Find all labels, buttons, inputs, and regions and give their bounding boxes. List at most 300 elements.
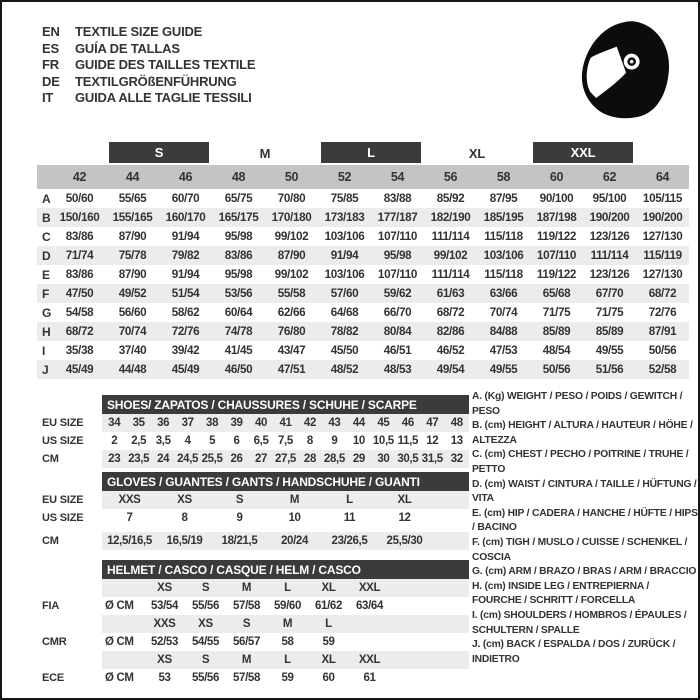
- helmet-size-grid: [102, 579, 469, 597]
- measurement-cell: 91/94: [171, 268, 200, 281]
- legend-item-b: B. (cm) HEIGHT / ALTURA / HAUTEUR / HÖHE / ALTEZZA: [472, 420, 693, 446]
- helmet-value-grid: [102, 669, 469, 687]
- measurement-cell: 85/89: [542, 325, 571, 338]
- measurement-row-g: [37, 303, 689, 322]
- helmet-size-grid: [102, 615, 469, 633]
- value-cell: M: [289, 494, 300, 506]
- value-cell: 34: [108, 417, 121, 429]
- measurement-row-f: [37, 284, 689, 303]
- size-group-xxl: XXL: [533, 142, 633, 163]
- diameter-cm-label: Ø CM: [105, 636, 134, 648]
- value-cell: 16,5/19: [166, 535, 203, 547]
- helmet-value-cell: 60: [322, 672, 335, 684]
- measurement-cell: 107/110: [536, 249, 577, 262]
- measurement-row-c: [37, 227, 689, 246]
- measurement-cell: 85/92: [436, 192, 465, 205]
- helmet-size-grid: [102, 651, 469, 669]
- size-cell: 44: [125, 170, 140, 184]
- helmet-size-table: [37, 560, 469, 687]
- legend-item-j: J. (cm) BACK / ESPALDA / DOS / ZURÜCK / INDIETRO: [472, 639, 676, 665]
- value-cell: 26: [230, 453, 243, 465]
- measurement-legend: [472, 390, 700, 667]
- measurement-cell: 103/106: [483, 249, 524, 262]
- measurement-cell: 187/198: [536, 211, 577, 224]
- gloves-block-grid: [102, 491, 469, 509]
- legend-item-c: C. (cm) CHEST / PECHO / POITRINE / TRUHE / PETTO: [472, 449, 689, 475]
- measurement-cell: 119/122: [536, 230, 577, 243]
- helmet-size-row-cmr: [37, 615, 469, 633]
- measurement-cell: 107/110: [377, 268, 418, 281]
- main-size-table: [37, 142, 689, 379]
- shoes-table-title: SHOES/ ZAPATOS / CHAUSSURES / SCHUHE / SCARPE: [102, 395, 469, 414]
- measurement-row-j: [37, 360, 689, 379]
- row-label-cm: CM: [42, 535, 59, 547]
- measurement-cell: 57/60: [330, 287, 359, 300]
- measurement-cell: 87/90: [118, 230, 147, 243]
- helmet-value-cell: 57/58: [232, 672, 261, 684]
- measurement-cell: 65/68: [542, 287, 571, 300]
- helmet-size-cell: XXL: [358, 654, 381, 666]
- measurement-cell: 185/195: [483, 211, 524, 224]
- measurement-cell: 70/74: [489, 306, 518, 319]
- value-cell: 8: [181, 512, 188, 524]
- shoes-block-grid: [102, 450, 469, 468]
- standard-label-fia: FIA: [42, 600, 60, 612]
- measurement-cell: 160/170: [165, 211, 206, 224]
- helmet-value-cell: 61: [363, 672, 376, 684]
- row-label-empty: [37, 651, 102, 669]
- language-code: IT: [42, 90, 54, 105]
- measurement-cell: 182/190: [430, 211, 471, 224]
- measurement-cell: 99/102: [274, 230, 309, 243]
- helmet-size-cell: XL: [321, 582, 336, 594]
- measurement-cell: 70/80: [277, 192, 306, 205]
- measurement-cell: 170/180: [271, 211, 312, 224]
- measurement-cell: 45/49: [171, 363, 200, 376]
- value-cell: 32: [450, 453, 463, 465]
- measurement-cell: 87/91: [648, 325, 677, 338]
- language-row: [42, 57, 255, 74]
- value-cell: 41: [279, 417, 292, 429]
- gloves-size-table: [37, 472, 469, 550]
- value-cell: 6,5: [253, 435, 269, 447]
- measurement-cell: 85/89: [595, 325, 624, 338]
- measurement-cell: 71/75: [595, 306, 624, 319]
- measurement-cell: 87/95: [489, 192, 518, 205]
- measurement-cell: 115/118: [484, 230, 523, 243]
- measurement-cell: 47/51: [277, 363, 306, 376]
- value-cell: XL: [397, 494, 412, 506]
- language-title: TEXTILGRÖßENFÜHRUNG: [75, 73, 237, 89]
- measurement-cell: 45/49: [65, 363, 94, 376]
- measurement-cell: 95/98: [224, 268, 253, 281]
- measurement-row-label: A: [42, 191, 51, 206]
- language-title: GUIDE DES TAILLES TEXTILE: [75, 57, 256, 72]
- measurement-cell: 71/75: [542, 306, 571, 319]
- measurement-cell: 65/75: [224, 192, 253, 205]
- helmet-value-cell: 59: [322, 636, 335, 648]
- measurement-cell: 75/85: [330, 192, 359, 205]
- helmet-size-cell: M: [241, 582, 252, 594]
- measurement-row-label: B: [42, 210, 51, 225]
- language-row: [42, 90, 255, 107]
- measurement-cell: 87/90: [277, 249, 306, 262]
- value-cell: 37: [181, 417, 194, 429]
- helmet-size-cell: XL: [321, 654, 336, 666]
- measurement-cell: 53/56: [224, 287, 253, 300]
- measurement-cell: 49/55: [489, 363, 518, 376]
- measurement-cell: 46/52: [436, 344, 465, 357]
- measurement-cell: 80/84: [383, 325, 412, 338]
- measurement-cell: 107/110: [377, 230, 418, 243]
- value-cell: 12,5/16,5: [107, 535, 152, 547]
- measurement-cell: 62/66: [277, 306, 306, 319]
- measurement-cell: 95/100: [592, 192, 627, 205]
- shoes-block-row: [37, 432, 469, 450]
- legend-item-e: E. (cm) HIP / CADERA / HANCHE / HÜFTE / HIPS / BACINO: [472, 507, 698, 534]
- value-cell: 30: [377, 453, 390, 465]
- value-cell: S: [235, 494, 244, 506]
- value-cell: 43: [328, 417, 341, 429]
- measurement-cell: 37/40: [118, 344, 147, 357]
- measurement-cell: 41/45: [224, 344, 253, 357]
- measurement-cell: 63/66: [489, 287, 518, 300]
- value-cell: 45: [377, 417, 390, 429]
- measurement-cell: 155/165: [112, 211, 153, 224]
- helmet-value-cell: 56/57: [232, 636, 261, 648]
- measurement-cell: 72/76: [171, 325, 200, 338]
- row-label-eu-size: EU SIZE: [42, 494, 84, 506]
- size-group-row: [37, 142, 689, 165]
- measurement-cell: 50/60: [65, 192, 94, 205]
- value-cell: 10,5: [372, 435, 394, 447]
- measurement-cell: 52/58: [648, 363, 677, 376]
- measurement-cell: 61/63: [436, 287, 465, 300]
- value-cell: 25,5: [201, 453, 223, 465]
- value-cell: 44: [352, 417, 365, 429]
- measurement-cell: 54/58: [65, 306, 94, 319]
- value-cell: 11,5: [397, 435, 418, 447]
- measurement-cell: 123/126: [589, 230, 630, 243]
- helmet-value-cell: 57/58: [232, 600, 261, 612]
- legend-item-g: G. (cm) ARM / BRAZO / BRAS / ARM / BRACCIO: [472, 566, 697, 578]
- row-label-us-size: US SIZE: [42, 512, 84, 524]
- helmet-size-cell: L: [284, 654, 291, 666]
- value-cell: 48: [450, 417, 463, 429]
- language-code: FR: [42, 57, 59, 72]
- measurement-cell: 83/86: [65, 230, 94, 243]
- helmet-value-row-fia: [37, 597, 469, 615]
- measurement-cell: 84/88: [489, 325, 518, 338]
- measurement-cell: 49/55: [595, 344, 624, 357]
- gloves-block-grid: [102, 532, 469, 550]
- measurement-cell: 74/78: [224, 325, 253, 338]
- value-cell: 10: [288, 512, 301, 524]
- measurement-cell: 95/98: [383, 249, 412, 262]
- helmet-size-row-ece: [37, 651, 469, 669]
- measurement-row-label: E: [42, 267, 50, 282]
- language-title: GUIDA ALLE TAGLIE TESSILI: [75, 90, 252, 105]
- measurement-cell: 60/64: [224, 306, 253, 319]
- value-cell: 24: [157, 453, 170, 465]
- row-label-empty: [37, 615, 102, 633]
- measurement-row-h: [37, 322, 689, 341]
- value-cell: 8: [306, 435, 313, 447]
- measurement-cell: 119/122: [536, 268, 577, 281]
- measurement-cell: 44/48: [118, 363, 147, 376]
- value-cell: 13: [450, 435, 463, 447]
- size-cell: 50: [284, 170, 299, 184]
- helmet-value-cell: 55/56: [191, 600, 220, 612]
- value-cell: 42: [303, 417, 316, 429]
- row-label-us-size: US SIZE: [42, 435, 84, 447]
- helmet-size-cell: XXS: [153, 618, 176, 630]
- measurement-cell: 103/106: [324, 268, 365, 281]
- size-cell: 54: [390, 170, 405, 184]
- size-cell: 48: [231, 170, 246, 184]
- measurement-cell: 95/98: [224, 230, 253, 243]
- measurement-cell: 70/74: [118, 325, 147, 338]
- measurement-cell: 91/94: [171, 230, 200, 243]
- measurement-cell: 68/72: [648, 287, 677, 300]
- shoes-block-row: [37, 414, 469, 432]
- row-label-cm: CM: [42, 453, 59, 465]
- language-row: [42, 24, 255, 41]
- measurement-cell: 48/54: [542, 344, 571, 357]
- measurement-cell: 99/102: [433, 249, 468, 262]
- size-cell: 46: [178, 170, 193, 184]
- helmet-value-cell: 59/60: [273, 600, 302, 612]
- measurement-cell: 165/175: [218, 211, 259, 224]
- language-code: ES: [42, 40, 59, 56]
- measurement-cell: 75/78: [118, 249, 147, 262]
- measurement-cell: 115/118: [484, 268, 523, 281]
- measurement-cell: 91/94: [330, 249, 359, 262]
- measurement-cell: 83/86: [224, 249, 253, 262]
- shoes-block-row: [37, 450, 469, 468]
- measurement-cell: 43/47: [277, 344, 306, 357]
- helmet-size-cell: S: [242, 618, 251, 630]
- size-cell: 62: [602, 170, 617, 184]
- size-cell: 58: [496, 170, 511, 184]
- shoes-block-grid: [102, 432, 469, 450]
- value-cell: 3,5: [155, 435, 171, 447]
- helmet-size-row-fia: [37, 579, 469, 597]
- measurement-cell: 127/130: [642, 230, 683, 243]
- measurement-cell: 59/62: [383, 287, 412, 300]
- helmet-size-cell: M: [241, 654, 252, 666]
- measurement-cell: 103/106: [324, 230, 365, 243]
- value-cell: 39: [230, 417, 243, 429]
- measurement-cell: 51/54: [171, 287, 200, 300]
- measurement-cell: 50/56: [648, 344, 677, 357]
- measurement-cell: 56/60: [118, 306, 147, 319]
- value-cell: 2,5: [131, 435, 147, 447]
- measurement-cell: 123/126: [589, 268, 630, 281]
- value-cell: 20/24: [280, 535, 309, 547]
- value-cell: L: [346, 494, 353, 506]
- measurement-cell: 60/70: [171, 192, 200, 205]
- measurement-row-label: I: [42, 343, 45, 358]
- helmet-table-title: HELMET / CASCO / CASQUE / HELM / CASCO: [102, 560, 469, 579]
- size-cell: 64: [655, 170, 670, 184]
- measurement-cell: 90/100: [539, 192, 574, 205]
- value-cell: 27,5: [275, 453, 296, 465]
- value-cell: 9: [236, 512, 243, 524]
- measurement-cell: 111/114: [431, 268, 470, 281]
- value-cell: 9: [331, 435, 338, 447]
- legend-item-i: I. (cm) SHOULDERS / HOMBROS / ÉPAULES / SCHULTERN / SPALLE: [472, 609, 687, 636]
- measurement-cell: 87/90: [118, 268, 147, 281]
- language-code: EN: [42, 24, 60, 39]
- helmet-value-cell: 63/64: [355, 600, 384, 612]
- value-cell: 7: [126, 512, 133, 524]
- measurement-cell: 50/56: [542, 363, 571, 376]
- measurement-cell: 115/119: [643, 249, 682, 262]
- value-cell: 18/21,5: [221, 535, 258, 547]
- measurement-cell: 46/50: [224, 363, 253, 376]
- value-cell: 11: [343, 512, 356, 524]
- language-row: [42, 74, 255, 91]
- measurement-cell: 68/72: [436, 306, 465, 319]
- gloves-block-row: [37, 509, 469, 527]
- measurement-cell: 76/80: [277, 325, 306, 338]
- measurement-cell: 177/187: [377, 211, 418, 224]
- value-cell: 4: [184, 435, 191, 447]
- value-cell: 6: [233, 435, 240, 447]
- measurement-row-label: J: [42, 362, 49, 377]
- helmet-value-cell: 55/56: [191, 672, 220, 684]
- measurement-cell: 72/76: [648, 306, 677, 319]
- row-label-eu-size: EU SIZE: [42, 417, 84, 429]
- value-cell: 30,5: [397, 453, 419, 465]
- measurement-cell: 55/65: [118, 192, 147, 205]
- measurement-cell: 68/72: [65, 325, 94, 338]
- measurement-row-label: H: [42, 324, 51, 339]
- measurement-cell: 55/58: [277, 287, 306, 300]
- size-group-s: S: [109, 142, 209, 163]
- gloves-table-title: GLOVES / GUANTES / GANTS / HANDSCHUHE / GUANTI: [102, 472, 469, 491]
- measurement-cell: 64/68: [330, 306, 359, 319]
- value-cell: 40: [254, 417, 268, 429]
- legend-item-f: F. (cm) TIGH / MUSLO / CUISSE / SCHENKEL / COSCIA: [472, 536, 688, 563]
- language-header: [42, 24, 255, 107]
- standard-label-ece: ECE: [42, 672, 65, 684]
- helmet-size-cell: XS: [198, 618, 213, 630]
- helmet-value-cell: 61/62: [314, 600, 343, 612]
- value-cell: 28,5: [323, 453, 345, 465]
- language-code: DE: [42, 73, 60, 89]
- legend-item-h: H. (cm) INSIDE LEG / ENTREPIERNA / FOURCHE / SCHRITT / FORCELLA: [472, 580, 650, 607]
- value-cell: 2: [111, 435, 118, 447]
- measurement-cell: 49/52: [118, 287, 147, 300]
- value-cell: 28: [303, 453, 316, 465]
- measurement-row-d: [37, 246, 689, 265]
- value-cell: 31,5: [421, 453, 443, 465]
- racing-helmet-icon: [568, 14, 686, 126]
- size-group-xl: XL: [468, 146, 486, 161]
- helmet-value-row-ece: [37, 669, 469, 687]
- language-row: [42, 41, 255, 58]
- value-cell: 29: [352, 453, 365, 465]
- measurement-cell: 66/70: [383, 306, 412, 319]
- language-title: TEXTILE SIZE GUIDE: [75, 24, 203, 39]
- measurement-cell: 111/114: [590, 249, 629, 262]
- measurement-cell: 79/82: [171, 249, 200, 262]
- measurement-cell: 46/51: [383, 344, 412, 357]
- gloves-block-row: [37, 532, 469, 550]
- value-cell: 35: [132, 417, 145, 429]
- measurement-cell: 35/38: [65, 344, 94, 357]
- size-cell: 56: [443, 170, 458, 184]
- size-group-m: M: [259, 146, 271, 161]
- value-cell: 10: [352, 435, 365, 447]
- value-cell: 12: [398, 512, 411, 524]
- measurement-cell: 71/74: [65, 249, 94, 262]
- measurement-row-i: [37, 341, 689, 360]
- helmet-value-cell: 58: [281, 636, 294, 648]
- value-cell: 47: [426, 417, 439, 429]
- shoes-block-grid: [102, 414, 469, 432]
- helmet-value-cell: 53: [158, 672, 171, 684]
- measurement-cell: 48/52: [330, 363, 359, 376]
- size-number-row: [37, 165, 689, 189]
- measurement-cell: 105/115: [642, 192, 683, 205]
- helmet-size-cell: M: [282, 618, 293, 630]
- helmet-value-row-cmr: [37, 633, 469, 651]
- measurement-cell: 83/88: [383, 192, 412, 205]
- measurement-cell: 78/82: [330, 325, 359, 338]
- measurement-row-a: [37, 189, 689, 208]
- value-cell: 36: [157, 417, 170, 429]
- gloves-block-row: [37, 491, 469, 509]
- measurement-row-label: F: [42, 286, 49, 301]
- legend-item-d: D. (cm) WAIST / CINTURA / TAILLE / HÜFTUNG / VITA: [472, 478, 697, 505]
- shoes-size-table: [37, 395, 469, 468]
- size-cell: 52: [337, 170, 352, 184]
- measurement-cell: 48/53: [383, 363, 412, 376]
- helmet-value-grid: [102, 597, 469, 615]
- language-title: GUÍA DE TALLAS: [75, 40, 180, 56]
- helmet-value-cell: 59: [281, 672, 294, 684]
- measurement-cell: 83/86: [65, 268, 94, 281]
- helmet-size-cell: XXL: [358, 582, 381, 594]
- size-group-l: L: [321, 142, 421, 163]
- measurement-cell: 127/130: [642, 268, 683, 281]
- value-cell: 25,5/30: [386, 535, 423, 547]
- value-cell: 23,5: [128, 453, 150, 465]
- helmet-size-cell: S: [201, 654, 210, 666]
- measurement-row-label: G: [42, 305, 51, 320]
- size-cell: 60: [549, 170, 564, 184]
- value-cell: 46: [401, 417, 414, 429]
- measurement-cell: 47/53: [489, 344, 518, 357]
- measurement-row-label: D: [42, 248, 51, 263]
- legend-item-a: A. (Kg) WEIGHT / PESO / POIDS / GEWITCH / PESO: [472, 391, 683, 417]
- helmet-size-cell: L: [325, 618, 332, 630]
- value-cell: 23: [108, 453, 121, 465]
- measurement-cell: 67/70: [595, 287, 624, 300]
- measurement-row-b: [37, 208, 689, 227]
- value-cell: 7,5: [278, 435, 293, 447]
- measurement-cell: 51/56: [595, 363, 624, 376]
- value-cell: 12: [426, 435, 439, 447]
- measurement-cell: 47/50: [65, 287, 94, 300]
- size-cell: 42: [72, 170, 87, 184]
- value-cell: 24,5: [177, 453, 199, 465]
- helmet-size-cell: XS: [157, 654, 172, 666]
- measurement-cell: 49/54: [436, 363, 465, 376]
